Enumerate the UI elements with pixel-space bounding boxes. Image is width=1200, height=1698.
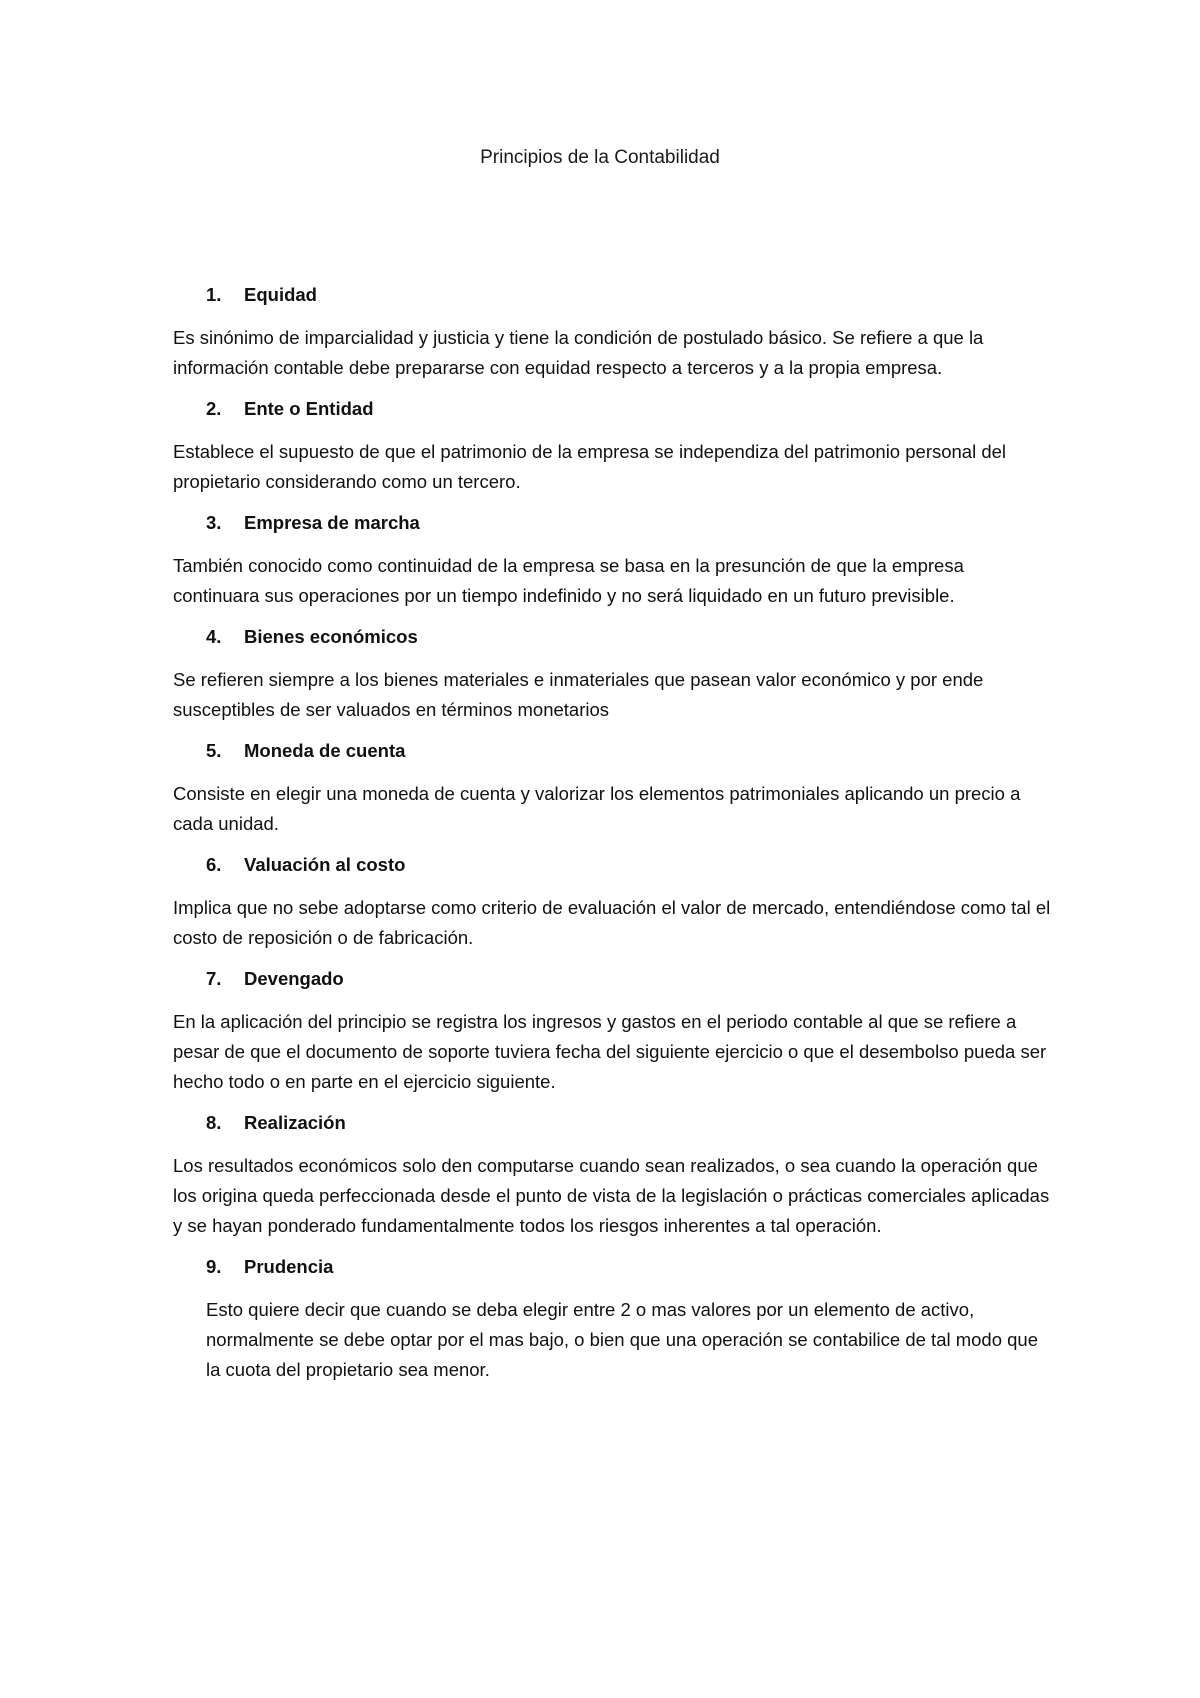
section-body: Esto quiere decir que cuando se deba elegir entre 2 o mas valores por un elemento de activo, normalmente se debe optar por el mas bajo, o bien que una operación se contabilice de tal modo que la cuota del propietario sea menor.: [206, 1299, 1039, 1380]
section-number: 4.: [206, 626, 222, 647]
principles-list: [173, 283, 1053, 1399]
section-body: Establece el supuesto de que el patrimonio de la empresa se independiza del patrimonio personal del propietario considerando como un tercero.: [173, 441, 1007, 492]
document-title: Principios de la Contabilidad: [480, 147, 720, 168]
section-valuacion-al-costo: [173, 853, 1053, 953]
section-moneda-de-cuenta: [173, 739, 1053, 839]
section-prudencia: [173, 1255, 1053, 1385]
section-title: Ente o Entidad: [244, 398, 374, 419]
section-body: También conocido como continuidad de la empresa se basa en la presunción de que la empresa continuara sus operaciones por un tiempo indefinido y no será liquidado en un futuro previsible.: [173, 555, 964, 606]
section-title: Equidad: [244, 284, 317, 305]
section-heading: [173, 967, 1053, 991]
section-number: 1.: [206, 284, 222, 305]
section-title: Devengado: [244, 968, 344, 989]
section-heading: [173, 1111, 1053, 1135]
section-heading: [173, 283, 1053, 307]
section-empresa-de-marcha: [173, 511, 1053, 611]
section-number: 6.: [206, 854, 222, 875]
section-title: Moneda de cuenta: [244, 740, 406, 761]
section-number: 3.: [206, 512, 222, 533]
section-title: Valuación al costo: [244, 854, 406, 875]
section-heading: [173, 397, 1053, 421]
section-devengado: [173, 967, 1053, 1097]
section-heading: [173, 625, 1053, 649]
section-body: Implica que no sebe adoptarse como criterio de evaluación el valor de mercado, entendiéndose como tal el costo de reposición o de fabricación.: [173, 897, 1051, 948]
section-heading: [173, 739, 1053, 763]
section-body: Los resultados económicos solo den computarse cuando sean realizados, o sea cuando la operación que los origina queda perfeccionada desde el punto de vista de la legislación o prácticas comerciales aplicadas y se hayan ponderado fundamentalmente todos los riesgos inherentes a tal operación.: [173, 1155, 1050, 1236]
section-body: Es sinónimo de imparcialidad y justicia y tiene la condición de postulado básico. Se refiere a que la información contable debe prepararse con equidad respecto a terceros y a la propia empresa.: [173, 327, 984, 378]
section-realizacion: [173, 1111, 1053, 1241]
section-heading: [173, 511, 1053, 535]
section-number: 8.: [206, 1112, 222, 1133]
section-number: 9.: [206, 1256, 222, 1277]
section-equidad: [173, 283, 1053, 383]
section-bienes-economicos: [173, 625, 1053, 725]
section-heading: [173, 853, 1053, 877]
section-title: Empresa de marcha: [244, 512, 420, 533]
section-body: Consiste en elegir una moneda de cuenta y valorizar los elementos patrimoniales aplicando un precio a cada unidad.: [173, 783, 1021, 834]
section-body: En la aplicación del principio se registra los ingresos y gastos en el periodo contable al que se refiere a pesar de que el documento de soporte tuviera fecha del siguiente ejercicio o que el desembolso pueda ser hecho todo o en parte en el ejercicio siguiente.: [173, 1011, 1047, 1092]
section-body: Se refieren siempre a los bienes materiales e inmateriales que pasean valor económico y por ende susceptibles de ser valuados en términos monetarios: [173, 669, 984, 720]
section-title: Realización: [244, 1112, 346, 1133]
section-ente-o-entidad: [173, 397, 1053, 497]
section-number: 5.: [206, 740, 222, 761]
section-title: Prudencia: [244, 1256, 334, 1277]
section-number: 2.: [206, 398, 222, 419]
section-title: Bienes económicos: [244, 626, 418, 647]
section-number: 7.: [206, 968, 222, 989]
section-heading: [173, 1255, 1053, 1279]
